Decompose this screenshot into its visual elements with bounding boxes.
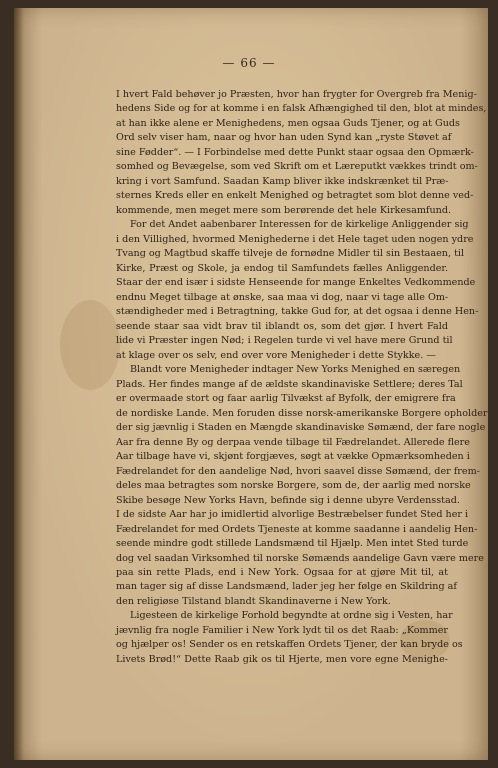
text-line: Aar tilbage have vi, skjønt forgjæves, søgt at vække Opmærksomheden i	[116, 451, 470, 463]
text-line: Aar fra denne By og derpaa vende tilbage til Fædrelandet. Allerede flere	[116, 436, 470, 448]
text-line: er overmaade stort og faar aarlig Tilvækst af Byfolk, der emigrere fra	[116, 393, 456, 405]
text-line: man tager sig af disse Landsmænd, lader jeg her følge en Skildring af	[116, 581, 457, 593]
text-line: Tvang og Magtbud skaffe tilveje de fornødne Midler til sin Bestaaen, til	[116, 248, 465, 260]
text-line: Ligesteen de kirkelige Forhold begyndte at ordne sig i Vesten, har	[130, 610, 453, 622]
text-line: Livets Brød!“ Dette Raab gik os til Hjerte, men vore egne Menighe-	[116, 653, 448, 665]
text-line: kring i vort Samfund. Saadan Kamp bliver ikke indskrænket til Præ-	[116, 175, 449, 187]
page-number: — 66 —	[222, 56, 276, 70]
text-line: hedens Side og for at komme i en falsk Afhængighed til den, blot at mindes,	[116, 103, 487, 115]
page-gutter-shadow	[14, 8, 24, 760]
text-line: I hvert Fald behøver jo Præsten, hvor han frygter for Overgreb fra Menig-	[116, 89, 477, 100]
text-line: der sig jævnlig i Staden en Mængde skandinaviske Sømænd, der fare nogle	[116, 422, 486, 434]
text-line: Ord selv viser ham, naar og hvor han uden Synd kan „ryste Støvet af	[116, 132, 452, 144]
text-line: somhed og Bevægelse, som ved Skrift om et Læreputkt vækkes trindt om-	[116, 161, 478, 173]
paper-stain	[60, 300, 120, 390]
text-line: og hjælper os! Sender os en retskaffen Ordets Tjener, der kan bryde os	[116, 639, 463, 651]
text-line: paa sin rette Plads, end i New York. Ogsaa for at gjøre Mit til, at	[116, 566, 448, 578]
text-line: Staar der end især i sidste Henseende for mange Enkeltes Vedkommende	[116, 277, 476, 289]
body-text	[116, 88, 488, 667]
text-line: Plads. Her findes mange af de ældste skandinaviske Settlere; deres Tal	[116, 378, 463, 390]
text-line: Fædrelandet for med Ordets Tjeneste at komme saadanne i aandelig Hen-	[116, 523, 478, 535]
text-line: lide vi Præster ingen Nød; i Regelen turde vi vel have mere Grund til	[116, 335, 453, 347]
text-line: den religiøse Tilstand blandt Skandinaverne i New York.	[116, 595, 391, 607]
text-line: endnu Meget tilbage at ønske, saa maa vi dog, naar vi tage alle Om-	[116, 291, 449, 303]
text-line: jævnlig fra nogle Familier i New York lydt til os det Raab: „Kommer	[116, 624, 448, 636]
text-line: seende staar saa vidt brav til iblandt os, som det gjør. I hvert Fald	[116, 320, 448, 332]
text-line: kommende, men meget mere som berørende det hele Kirkesamfund.	[116, 204, 452, 216]
text-line: Kirke, Præst og Skole, ja endog til Samfundets fælles Anliggender.	[116, 262, 448, 274]
text-line: I de sidste Aar har jo imidlertid alvorlige Bestræbelser fundet Sted her i	[116, 509, 469, 521]
text-line: For det Andet aabenbarer Interessen for de kirkelige Anliggender sig	[130, 219, 469, 231]
text-line: deles maa betragtes som norske Borgere, som de, der aarlig med norske	[116, 480, 471, 492]
text-line: at han ikke alene er Menighedens, men ogsaa Guds Tjener, og at Guds	[116, 117, 460, 129]
text-line: stændigheder med i Betragtning, takke Gud for, at det ogsaa i denne Hen-	[116, 306, 479, 318]
text-line: de nordiske Lande. Men foruden disse norsk-amerikanske Borgere opholder	[116, 407, 488, 419]
text-line: Blandt vore Menigheder indtager New Yorks Menighed en særegen	[130, 364, 461, 376]
text-line: seende mindre godt stillede Landsmænd til Hjælp. Men intet Sted turde	[116, 538, 469, 550]
text-line: sternes Kreds eller en enkelt Menighed og betragtet som blot denne ved-	[116, 190, 474, 202]
text-line: at klage over os selv, end over vore Menigheder i dette Stykke. —	[116, 349, 436, 361]
text-line: Fædrelandet for den aandelige Nød, hvori saavel disse Sømænd, der frem-	[116, 465, 480, 477]
text-line: i den Villighed, hvormed Menighederne i det Hele taget uden nogen ydre	[116, 233, 474, 245]
text-line: dog vel saadan Virksomhed til norske Sømænds aandelige Gavn være mere	[116, 552, 484, 564]
text-line: Skibe besøge New Yorks Havn, befinde sig i denne ubyre Verdensstad.	[116, 494, 460, 506]
text-line: sine Fødder“. — I Forbindelse med dette Punkt staar ogsaa den Opmærk-	[116, 146, 474, 158]
